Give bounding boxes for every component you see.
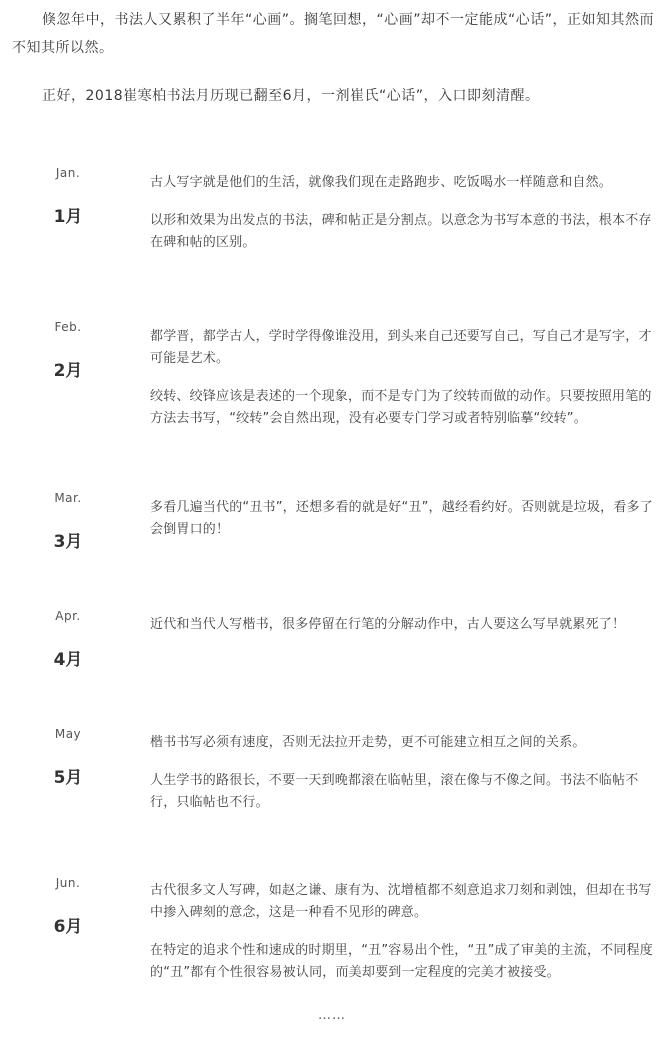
quote-list [150,880,654,984]
quote-list [150,497,654,541]
month-abbr: Apr. [55,609,81,623]
quote: 在特定的追求个性和速成的时期里，“丑”容易出个性，“丑”成了审美的主流，不同程度的“丑”都有个性很容易被认同，而美却要到一定程度的完美才被接受。 [150,943,653,980]
quote: 古代很多文人写碑，如赵之谦、康有为、沈增植都不刻意追求刀刻和剥蚀，但却在书写中掺入碑刻的意念，这是一种看不见形的碑意。 [150,883,652,920]
intro-text-2: 正好，2018崔寒柏书法月历现已翻至6月，一剂崔氏“心话”，入口即刻清醒。 [42,88,540,104]
month-label: 2月 [53,361,83,381]
quote: 都学晋，都学古人，学时学得像谁没用，到头来自己还要写自己，写自己才是写字，才可能是艺术。 [150,329,652,366]
month-label: 6月 [53,917,83,937]
quote: 多看几遍当代的“丑书”，还想多看的就是好“丑”，越经看约好。否则就是垃圾，看多了会倒胃口的！ [150,500,653,537]
month-label: 5月 [53,768,83,788]
ellipsis: …… [318,1008,346,1023]
quote: 以形和效果为出发点的书法，碑和帖正是分割点。以意念为书写本意的书法，根本不存在碑和帖的区别。 [150,213,652,250]
quote-list [150,732,654,814]
month-abbr: May [54,727,82,741]
quote: 近代和当代人写楷书，很多停留在行笔的分解动作中，古人要这么写早就累死了！ [150,617,626,632]
quote-list [150,326,654,430]
month-abbr: Jan. [55,166,81,180]
month-label: 1月 [53,207,83,227]
quote: 古人写字就是他们的生活，就像我们现在走路跑步、吃饭喝水一样随意和自然。 [150,175,613,190]
month-abbr: Feb. [54,320,82,334]
month-label: 3月 [53,532,83,552]
intro-paragraph-1 [12,6,654,62]
intro-paragraph-2 [12,82,654,110]
quote-list [150,614,654,636]
month-abbr: Mar. [54,491,82,505]
quote-list [150,172,654,254]
intro-text-1: 倏忽年中，书法人又累积了半年“心画”。搁笔回想，“心画”却不一定能成“心话”，正如知其然而不知其所以然。 [12,12,655,56]
quote: 人生学书的路很长，不要一天到晚都滚在临帖里，滚在像与不像之间。书法不临帖不行，只临帖也不行。 [150,773,639,810]
quote: 楷书书写必须有速度，否则无法拉开走势，更不可能建立相互之间的关系。 [150,735,586,750]
month-abbr: Jun. [55,876,81,890]
month-label: 4月 [53,650,83,670]
quote: 绞转、绞锋应该是表述的一个现象，而不是专门为了绞转而做的动作。只要按照用笔的方法去书写，“绞转”会自然出现，没有必要专门学习或者特别临摹“绞转”。 [150,389,652,426]
